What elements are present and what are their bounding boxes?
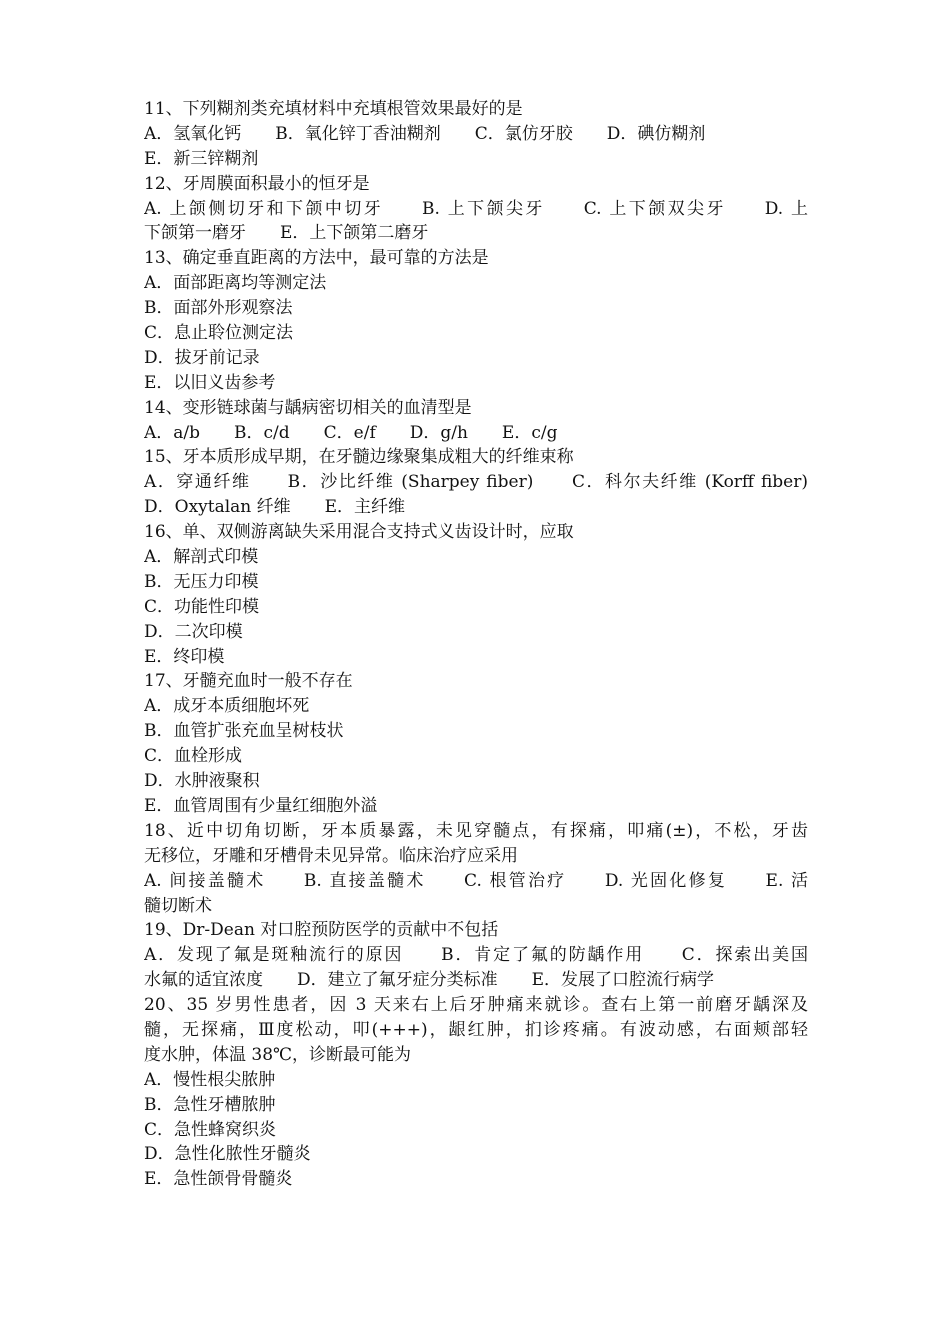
options-line: A．发现了氟是斑釉流行的原因 B．肯定了氟的防龋作用 C．探索出美国 [144,945,808,966]
option-d: D．水肿液聚积 [144,771,260,792]
option-e: E．终印模 [144,646,225,667]
question-19 [144,918,808,993]
options-line: E．新三锌糊剂 [144,148,259,169]
option-d: D．二次印模 [144,621,243,642]
question-stem: 度水肿，体温 38℃，诊断最可能为 [144,1044,412,1065]
option-a: A．面部距离均等测定法 [144,273,327,294]
question-20 [144,993,808,1192]
question-stem: 19、Dr-Dean 对口腔预防医学的贡献中不包括 [144,920,499,941]
option-e: E．血管周围有少量红细胞外溢 [144,795,378,816]
options-line: A．穿通纤维 B．沙比纤维 (Sharpey fiber) C．科尔夫纤维 (Korff fiber) [144,472,808,493]
question-stem: 14、变形链球菌与龋病密切相关的血清型是 [144,397,472,418]
options-line: A．a/b B．c/d C．e/f D．g/h E．c/g [144,422,558,443]
options-line: D．Oxytalan 纤维 E．主纤维 [144,497,406,518]
option-a: A．慢性根尖脓肿 [144,1069,276,1090]
option-a: A．成牙本质细胞坏死 [144,696,310,717]
option-d: D．拔牙前记录 [144,347,260,368]
question-stem: 无移位，牙雕和牙槽骨未见异常。临床治疗应采用 [144,845,518,866]
options-line: A. 间接盖髓术 B. 直接盖髓术 C. 根管治疗 D. 光固化修复 E. 活 [144,870,808,891]
question-stem: 18、近中切角切断，牙本质暴露，未见穿髓点，有探痛，叩痛(±)，不松，牙齿 [144,820,808,841]
question-11 [144,97,808,172]
option-c: C．功能性印模 [144,596,260,617]
option-e: E．以旧义齿参考 [144,372,276,393]
option-b: B．无压力印模 [144,571,259,592]
option-b: B．血管扩张充血呈树枝状 [144,721,344,742]
question-17 [144,669,808,818]
option-c: C．息止聆位测定法 [144,323,294,344]
options-line: 髓切断术 [144,895,212,916]
question-stem: 20、35 岁男性患者，因 3 天来右上后牙肿痛来就诊。查右上第一前磨牙龋深及 [144,995,808,1016]
question-18 [144,819,808,919]
question-stem: 髓，无探痛，Ⅲ度松动，叩(+++)，龈红肿，扪诊疼痛。有波动感，右面颊部轻 [144,1019,808,1040]
options-line: A. 上颌侧切牙和下颌中切牙 B. 上下颌尖牙 C. 上下颌双尖牙 D. 上 [144,198,808,219]
option-e: E．急性颌骨骨髓炎 [144,1169,293,1190]
option-b: B．急性牙槽脓肿 [144,1094,276,1115]
question-stem: 17、牙髓充血时一般不存在 [144,671,353,692]
question-stem: 13、确定垂直距离的方法中，最可靠的方法是 [144,248,489,269]
options-line: 下颌第一磨牙 E．上下颌第二磨牙 [144,223,429,244]
question-14 [144,396,808,446]
option-d: D．急性化脓性牙髓炎 [144,1144,311,1165]
option-c: C．急性蜂窝织炎 [144,1119,277,1140]
question-stem: 12、牙周膜面积最小的恒牙是 [144,173,370,194]
question-15 [144,445,808,520]
question-stem: 11、下列糊剂类充填材料中充填根管效果最好的是 [144,99,523,119]
options-line: A．氢氧化钙 B．氧化锌丁香油糊剂 C．氯仿牙胶 D．碘仿糊剂 [144,123,706,144]
question-12 [144,172,808,247]
question-stem: 16、单、双侧游离缺失采用混合支持式义齿设计时，应取 [144,522,574,543]
option-b: B．面部外形观察法 [144,298,293,319]
question-16 [144,520,808,669]
document-page [144,97,808,1192]
options-line: 水氟的适宜浓度 D．建立了氟牙症分类标准 E．发展了口腔流行病学 [144,970,715,991]
option-a: A．解剖式印模 [144,547,259,568]
question-13 [144,246,808,395]
option-c: C．血栓形成 [144,746,243,767]
question-stem: 15、牙本质形成早期，在牙髓边缘聚集成粗大的纤维束称 [144,447,574,468]
